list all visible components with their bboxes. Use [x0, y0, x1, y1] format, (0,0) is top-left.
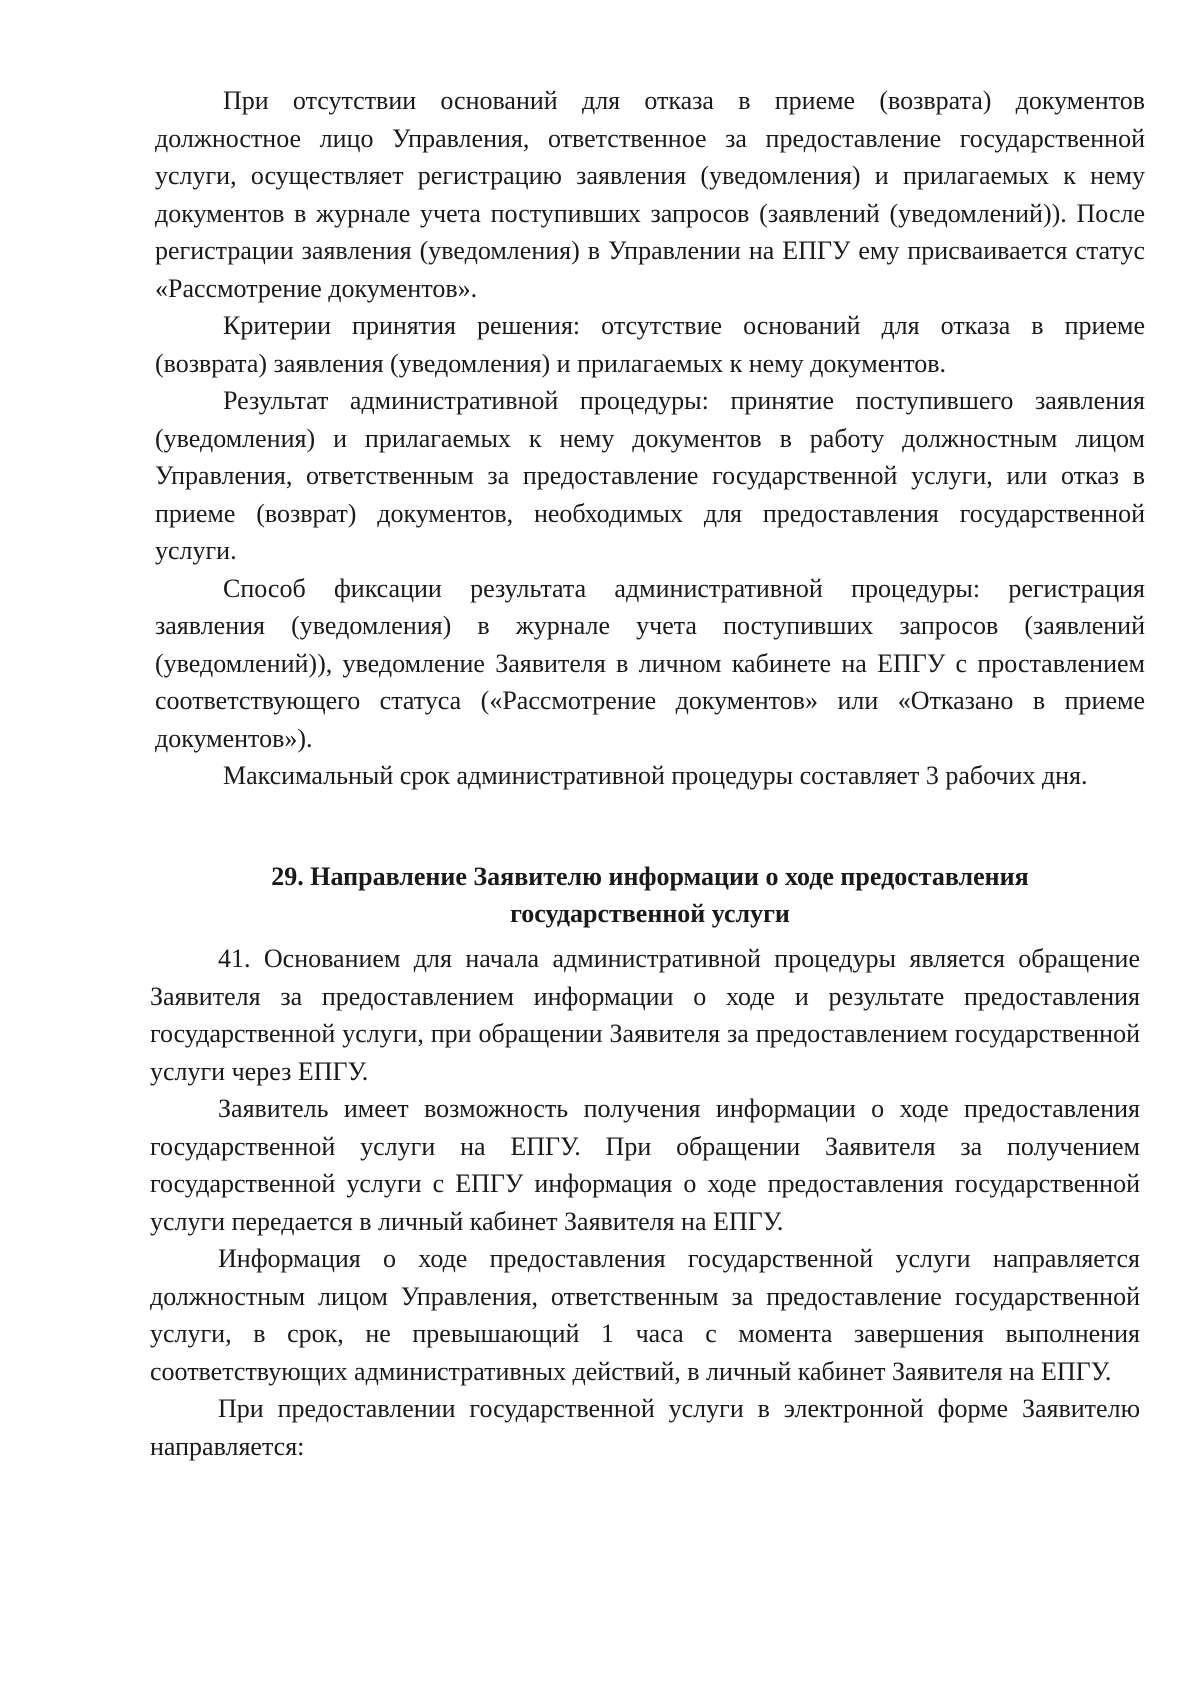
paragraph-info-delivery: Информация о ходе предоставления государственной услуги направляется должностным лицом Управления, ответственным за предоставление государственной услуги, в срок, не превышающий 1 часа с момента завершения выполнения соответствующих административных действий, в личный кабинет Заявителя на ЕПГУ.: [150, 1244, 1140, 1386]
paragraph-max-duration: Максимальный срок административной процедуры составляет 3 рабочих дня.: [223, 761, 1088, 790]
paragraph-result-recording: Способ фиксации результата административной процедуры: регистрация заявления (уведомления) в журнале учета поступивших запросов (заявлений (уведомлений)), уведомление Заявителя в личном кабинете на ЕПГУ с проставлением соответствующего статуса («Рассмотрение документов» или «Отказано в приеме документов»).: [155, 573, 1145, 753]
section-heading-line1: 29. Направление Заявителю информации о ходе предоставления: [271, 862, 1029, 891]
paragraph-decision-criteria: Критерии принятия решения: отсутствие оснований для отказа в приеме (возврата) заявления (уведомления) и прилагаемых к нему документов.: [155, 311, 1145, 378]
paragraph-applicant-info: Заявитель имеет возможность получения информации о ходе предоставления государственной услуги на ЕПГУ. При обращении Заявителя за получением государственной услуги с ЕПГУ информация о ходе предоставления государственной услуги передается в личный кабинет Заявителя на ЕПГУ.: [150, 1094, 1140, 1236]
paragraph-procedure-basis: 41. Основанием для начала административной процедуры является обращение Заявителя за предоставлением информации о ходе и результате предоставления государственной услуги, при обращении Заявителя за предоставлением государственной услуги через ЕПГУ.: [150, 944, 1140, 1086]
paragraph-electronic-form: При предоставлении государственной услуги в электронной форме Заявителю направляется:: [150, 1394, 1140, 1461]
text-block-bottom: [150, 940, 1140, 1465]
text-block-top: [155, 82, 1145, 795]
section-heading: [155, 858, 1145, 932]
paragraph-procedure-result: Результат административной процедуры: принятие поступившего заявления (уведомления) и прилагаемых к нему документов в работу должностным лицом Управления, ответственным за предоставление государственной услуги, или отказ в приеме (возврат) документов, необходимых для предоставления государственной услуги.: [155, 386, 1145, 565]
section-heading-line2: государственной услуги: [510, 899, 790, 928]
paragraph-registration: При отсутствии оснований для отказа в приеме (возврата) документов должностное лицо Управления, ответственное за предоставление государственной услуги, осуществляет регистрацию заявления (уведомления) и прилагаемых к нему документов в журнале учета поступивших запросов (заявлений (уведомлений)). После регистрации заявления (уведомления) в Управлении на ЕПГУ ему присваивается статус «Рассмотрение документов».: [155, 86, 1145, 303]
